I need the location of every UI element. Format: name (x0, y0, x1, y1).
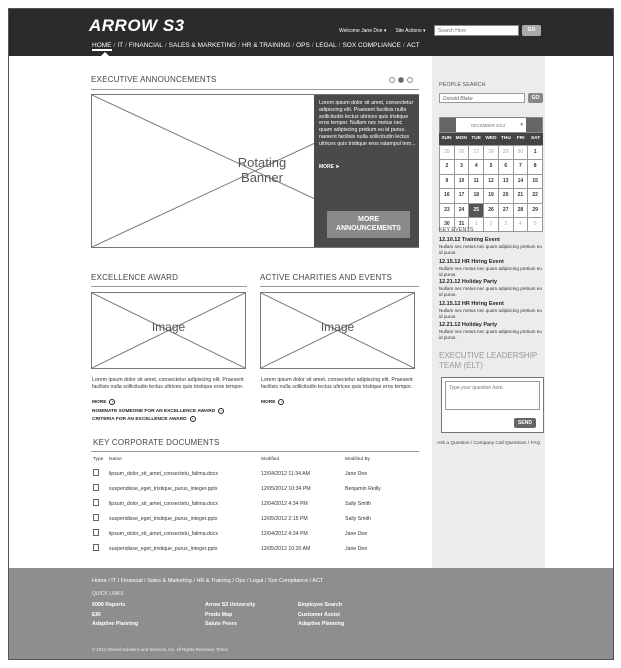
footer-link[interactable]: Customer Assist (298, 611, 340, 618)
calendar-day[interactable]: 11 (469, 175, 484, 189)
table-header (93, 457, 415, 466)
doc-modified: 12/04/2012 4:34 PM (261, 500, 308, 507)
calendar-header (439, 117, 543, 133)
elt-title-line1: EXECUTIVE LEADERSHIP (439, 351, 538, 360)
calendar-day[interactable]: 29 (528, 204, 543, 218)
nav-item-financial[interactable]: FINANCIAL (128, 42, 163, 49)
rotating-banner[interactable] (91, 94, 419, 248)
footer-link[interactable]: Salute Peers (205, 621, 237, 627)
elt-title-line2: TEAM (ELT) (439, 361, 483, 370)
documents-title: KEY CORPORATE DOCUMENTS (93, 438, 220, 447)
event-item[interactable] (439, 237, 543, 255)
calendar-day[interactable]: 1 (528, 146, 543, 160)
doc-modified-by: Jane Doe (345, 530, 368, 537)
calendar-day[interactable]: 30 (514, 146, 529, 160)
table-row[interactable] (93, 466, 415, 481)
footer-nav[interactable]: Home / IT / Financial / Sales & Marketing / HR & Training / Ops / Legal / Sox Compliance / ACT (92, 578, 324, 584)
nav-item-sales[interactable]: SALES & MARKETING (168, 42, 237, 49)
calendar-day[interactable]: 27 (499, 204, 514, 218)
calendar-day[interactable]: 5 (484, 160, 499, 174)
weekday-label: WED (485, 136, 497, 141)
nav-item-ops[interactable]: OPS (296, 42, 310, 49)
document-icon (93, 544, 99, 551)
footer-col-3 (298, 601, 344, 630)
arrow-icon: ➤ (335, 164, 340, 170)
elt-question-box (441, 377, 544, 433)
doc-modified-by: Benjamin Reilly (345, 485, 381, 492)
arrow-icon: › (218, 408, 224, 414)
calendar-weekdays (439, 133, 543, 145)
event-title[interactable]: 12.15.12 HR Hiring Event (439, 259, 504, 265)
calendar-day[interactable]: 17 (455, 189, 470, 203)
event-item[interactable] (439, 279, 543, 297)
calendar-day[interactable]: 15 (528, 175, 543, 189)
calendar-day[interactable]: 26 (455, 146, 470, 160)
calendar-day[interactable]: 3 (455, 160, 470, 174)
calendar-day[interactable]: 24 (455, 204, 470, 218)
calendar-day[interactable]: 18 (469, 189, 484, 203)
excellence-text: Lorem ipsum dolor sit amet, consectetur adipiscing elit. Praesent facilisis nulla sollicitudin lectus ultrices quis tristique eros tempor. (92, 377, 244, 390)
welcome-menu[interactable]: Welcome Jane Doe ▾ (339, 28, 387, 34)
arrow-icon: › (190, 416, 196, 422)
document-icon (93, 514, 99, 521)
page-frame (8, 8, 614, 660)
table-row[interactable] (93, 526, 415, 541)
event-title[interactable]: 12.10.12 Training Event (439, 237, 500, 243)
footer-link[interactable]: Adaptive Planning (298, 621, 345, 627)
more-label: MORE (261, 399, 276, 405)
calendar-day[interactable]: 6 (499, 160, 514, 174)
calendar-next-button[interactable] (526, 118, 542, 132)
calendar-day[interactable]: 14 (514, 175, 529, 189)
calendar-day[interactable]: 28 (514, 204, 529, 218)
col-type[interactable]: Type (93, 457, 104, 462)
charities-more-link[interactable] (261, 399, 284, 405)
document-icon (93, 469, 99, 476)
calendar-day[interactable]: 31 (455, 218, 470, 232)
event-item[interactable] (439, 259, 543, 277)
header (9, 9, 613, 56)
announcement-more-link[interactable] (319, 164, 340, 170)
nominate-link[interactable] (92, 408, 224, 414)
more-label: MORE (319, 164, 334, 170)
doc-modified: 12/05/2012 10:34 PM (261, 485, 311, 492)
charities-text: Lorem ipsum dolor sit amet, consectetur adipiscing elit. Praesent facilisis nulla sollicitudin lectus ultrices quis tristique eros tempor. (261, 377, 413, 390)
banner-label: Rotating Banner (237, 155, 287, 185)
calendar-prev-button[interactable] (440, 118, 456, 132)
doc-modified-by: Sally Smith (345, 515, 371, 522)
main-nav: HOME / IT / FINANCIAL / SALES & MARKETING / HR & TRAINING / OPS / LEGAL / SOX COMPLIANCE / ACT (92, 42, 420, 49)
calendar-day[interactable]: 29 (499, 146, 514, 160)
calendar-day[interactable]: 12 (484, 175, 499, 189)
people-search-input[interactable]: Donald Blake (439, 93, 525, 103)
event-title[interactable]: 12.21.12 Holiday Party (439, 279, 498, 285)
divider (91, 286, 247, 287)
quick-links-title: QUICK LINKS (92, 591, 124, 597)
nominate-label: NOMINATE SOMEONE FOR AN EXCELLENCE AWARD (92, 408, 216, 414)
elt-links[interactable]: Ask a Question / Company Call Questions / FAQ (437, 441, 541, 446)
calendar-day[interactable]: 22 (528, 189, 543, 203)
event-desc: Nullam nec metus nec quam adipiscing pretium eu id purus. (439, 286, 542, 297)
doc-name[interactable]: lipsum_dolor_sit_amet_consectetu_falima.docx (109, 470, 218, 477)
col-modified-by[interactable]: Modified By (345, 457, 371, 462)
calendar-day[interactable]: 7 (514, 160, 529, 174)
carousel-dots (389, 77, 413, 83)
footer-col-2 (205, 601, 255, 630)
nav-item-home[interactable]: HOME (92, 42, 112, 49)
table-row[interactable] (93, 481, 415, 496)
carousel-dot-active[interactable] (398, 77, 404, 83)
search-go-button[interactable]: GO (522, 25, 541, 36)
table-row[interactable] (93, 496, 415, 511)
calendar-day[interactable]: 25 (440, 146, 455, 160)
footer-link[interactable]: EIR (92, 611, 101, 618)
search-input[interactable]: Search Here (434, 25, 519, 36)
footer-link[interactable]: Adaptive Planning (92, 621, 139, 627)
calendar-day[interactable]: 25 (469, 204, 484, 218)
calendar (439, 117, 543, 232)
col-modified[interactable]: Modified (261, 457, 280, 462)
event-item[interactable] (439, 301, 543, 319)
doc-modified-by: Jane Doe (345, 470, 368, 477)
doc-name[interactable]: lipsum_dolor_sit_amet_consectetu_falima.docx (109, 500, 218, 507)
weekday-label: MON (455, 136, 467, 141)
excellence-image (91, 292, 246, 369)
document-icon (93, 484, 99, 491)
people-search-go-button[interactable]: GO (528, 93, 543, 103)
nav-active-caret-icon (101, 52, 109, 56)
divider (260, 286, 419, 287)
logo[interactable]: ARROW S3 (89, 16, 185, 35)
calendar-day[interactable]: 13 (499, 175, 514, 189)
calendar-day[interactable]: 23 (440, 204, 455, 218)
elt-title (439, 351, 537, 371)
event-desc: Nullam nec metus nec quam adipiscing pretium eu id purus. (439, 329, 542, 340)
event-desc: Nullam nec metus nec quam adipiscing pretium eu id purus. (439, 266, 542, 277)
event-title[interactable]: 12.15.12 HR Hiring Event (439, 301, 504, 307)
arrow-icon: › (109, 399, 115, 405)
arrow-icon: › (278, 399, 284, 405)
calendar-day[interactable]: 10 (455, 175, 470, 189)
carousel-dot[interactable] (407, 77, 413, 83)
criteria-label: CRITERIA FOR AN EXCELLENCE AWARD (92, 416, 187, 422)
calendar-month[interactable]: DECEMBER 2012 (471, 122, 506, 128)
charities-title: ACTIVE CHARITIES AND EVENTS (260, 273, 393, 282)
announcement-text: Lorem ipsum dolor sit amet, consectetur adipiscing elit. Praesent facilisis nulla sollicitudin lectus ultrices quis tristique eros tempor. Nullam nec metus nec quam adipiscing pretium eu id purus. raesent facilisis nulla sollicitudin lectus ultrices quis tristique eros ratampul tem... (319, 100, 416, 147)
calendar-day[interactable]: 3 (499, 218, 514, 232)
calendar-day[interactable]: 2 (484, 218, 499, 232)
doc-name[interactable]: lipsum_dolor_sit_amet_consectetu_falima.docx (109, 530, 218, 537)
documents-table (93, 457, 415, 556)
doc-modified-by: Sally Smith (345, 500, 371, 507)
charities-image (260, 292, 415, 369)
weekday-label: TUE (471, 136, 481, 141)
calendar-day[interactable]: 5 (528, 218, 543, 232)
calendar-day[interactable]: 2 (440, 160, 455, 174)
excellence-title: EXCELLENCE AWARD (91, 273, 179, 282)
site-actions-menu[interactable]: Site Actions ▾ (395, 28, 426, 34)
calendar-day[interactable]: 19 (484, 189, 499, 203)
more-announcements-button[interactable]: MORE ANNOUNCEMENTS (327, 211, 410, 238)
calendar-day[interactable]: 16 (440, 189, 455, 203)
weekday-label: FRI (516, 136, 525, 141)
footer-link[interactable]: 6000 Reports (92, 602, 126, 608)
calendar-day[interactable]: 20 (499, 189, 514, 203)
footer-link[interactable]: Prodo Map (205, 611, 233, 618)
calendar-day[interactable]: 30 (440, 218, 455, 232)
document-icon (93, 529, 99, 536)
doc-modified: 12/05/2012 10:20 AM (261, 545, 311, 552)
image-label: Image (151, 320, 186, 334)
people-search-title: PEOPLE SEARCH (439, 82, 486, 88)
event-item[interactable] (439, 322, 543, 340)
elt-question-input[interactable]: Type your question here. (445, 381, 540, 410)
doc-name[interactable]: suspendisse_eget_tristique_purus_integer.pptx (109, 515, 218, 522)
copyright: © 2012 Shared Solutions and Services, Inc. All Rights Reserved. Terms (92, 647, 228, 652)
calendar-grid (439, 145, 543, 232)
footer-link[interactable]: Employee Search (298, 602, 343, 608)
image-label: Image (320, 320, 355, 334)
nav-item-legal[interactable]: LEGAL (315, 42, 337, 49)
nav-item-sox[interactable]: SOX COMPLIANCE (342, 42, 401, 49)
carousel-dot[interactable] (389, 77, 395, 83)
chevron-down-icon[interactable]: ▾ (520, 122, 523, 128)
footer (9, 568, 613, 660)
user-links (339, 28, 425, 34)
footer-col-1 (92, 601, 138, 630)
doc-modified: 12/05/2012 2:15 PM (261, 515, 308, 522)
calendar-day[interactable]: 26 (484, 204, 499, 218)
calendar-day[interactable]: 4 (514, 218, 529, 232)
announcement-panel (314, 95, 419, 247)
event-desc: Nullam nec metus nec quam adipiscing pretium eu id purus. (439, 308, 542, 319)
weekday-label: SAT (530, 136, 541, 141)
nav-item-hr[interactable]: HR & TRAINING (242, 42, 291, 49)
doc-name[interactable]: suspendisse_eget_tristique_purus_integer.pptx (109, 545, 218, 552)
doc-modified: 12/04/2012 11:34 AM (261, 470, 310, 477)
excellence-more-link[interactable] (92, 399, 115, 405)
announcements-title: EXECUTIVE ANNOUNCEMENTS (91, 75, 217, 84)
weekday-label: SUN (441, 136, 452, 141)
calendar-day[interactable]: 9 (440, 175, 455, 189)
event-desc: Nullam nec metus nec quam adipiscing pretium eu id purus. (439, 244, 542, 255)
doc-modified-by: Jane Doe (345, 545, 368, 552)
weekday-label: THU (500, 136, 511, 141)
doc-name[interactable]: suspendisse_eget_tristique_purus_integer.pptx (109, 485, 218, 492)
nav-item-act[interactable]: ACT (406, 42, 420, 49)
elt-send-button[interactable]: SEND (514, 418, 536, 428)
table-row[interactable] (93, 541, 415, 556)
divider (91, 451, 419, 452)
doc-modified: 12/04/2012 4:34 PM (261, 530, 308, 537)
col-name[interactable]: Name (109, 457, 122, 462)
nav-item-it[interactable]: IT (117, 42, 124, 49)
divider (91, 89, 419, 90)
criteria-link[interactable] (92, 416, 196, 422)
footer-link[interactable]: Arrow S3 University (205, 602, 256, 608)
calendar-day[interactable]: 21 (514, 189, 529, 203)
calendar-day[interactable]: 1 (469, 218, 484, 232)
document-icon (93, 499, 99, 506)
calendar-day[interactable]: 8 (528, 160, 543, 174)
key-events-title: KEY EVENTS (439, 227, 474, 233)
calendar-day[interactable]: 28 (484, 146, 499, 160)
calendar-day[interactable]: 27 (469, 146, 484, 160)
more-label: MORE (92, 399, 107, 405)
event-title[interactable]: 12.21.12 Holiday Party (439, 322, 498, 328)
calendar-day[interactable]: 4 (469, 160, 484, 174)
table-row[interactable] (93, 511, 415, 526)
